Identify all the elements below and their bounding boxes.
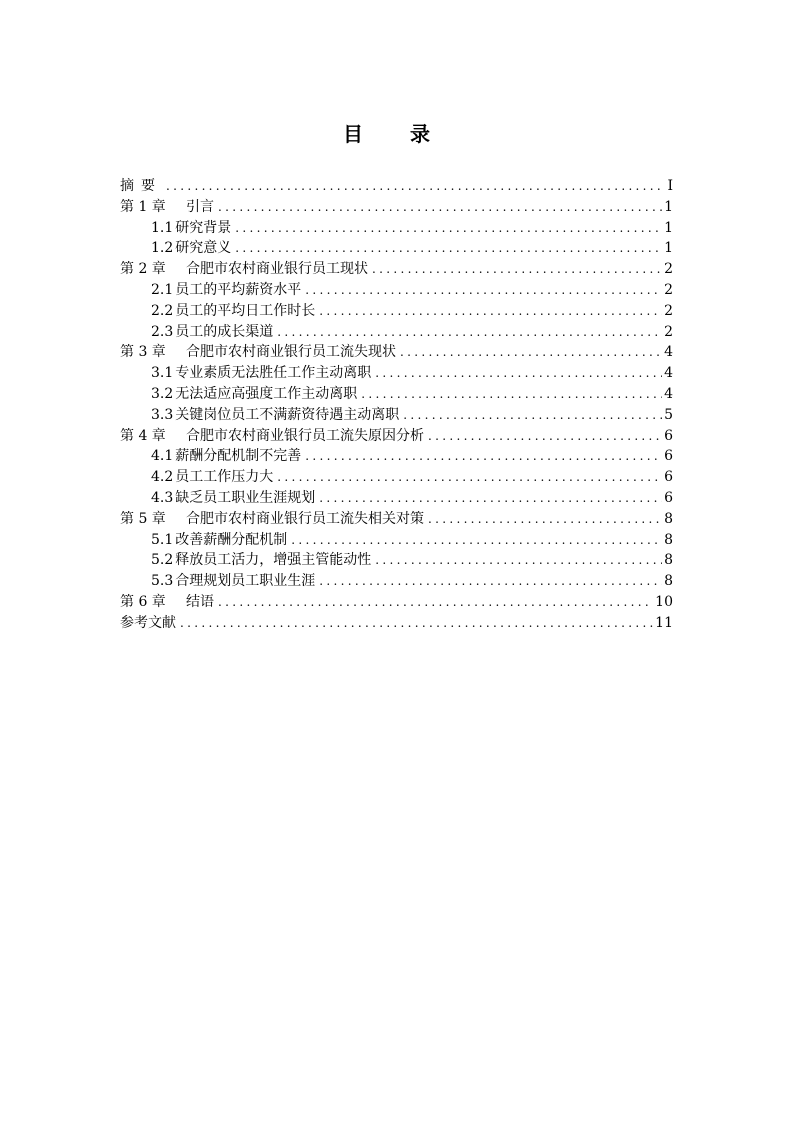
toc-entry-label: 参考文献 [120, 614, 176, 631]
toc-chapter-number: 第 5 章 [120, 510, 166, 527]
toc-page-number: 6 [664, 489, 673, 506]
toc-entry-label: 研究背景 [175, 219, 232, 236]
toc-entry-section-2-1[interactable] [120, 280, 673, 301]
toc-page-number: 1 [664, 198, 673, 215]
toc-page-number: I [667, 178, 673, 194]
toc-entry-label: 员工的平均薪资水平 [175, 281, 302, 298]
dot-leader [361, 384, 662, 405]
toc-entry-section-3-2[interactable] [120, 384, 673, 405]
toc-entry-section-1-1[interactable] [120, 218, 673, 239]
toc-entry-heading [120, 426, 424, 447]
toc-entry-label: 改善薪酬分配机制 [175, 531, 288, 548]
toc-page-number: 2 [664, 323, 673, 340]
dot-leader [319, 571, 662, 592]
toc-entry-label: 关键岗位员工不满薪资待遇主动离职 [175, 406, 400, 423]
toc-section-number: 5.1 [151, 531, 174, 548]
toc-entry-label: 专业素质无法胜任工作主动离职 [175, 365, 372, 382]
toc-section-number: 4.1 [151, 448, 174, 465]
toc-entry-heading [151, 446, 301, 467]
toc-entry-heading [151, 467, 273, 488]
toc-section-number: 3.1 [151, 365, 174, 382]
toc-section-number: 1.1 [151, 219, 174, 236]
toc-entry-heading [120, 509, 424, 530]
toc-entry-section-5-3[interactable] [120, 571, 673, 592]
toc-title: 目 录 [343, 122, 450, 146]
toc-entry-heading [151, 322, 273, 343]
toc-page-number: 6 [664, 427, 673, 444]
toc-section-number: 1.2 [151, 240, 174, 257]
toc-entry-label: 结语 [186, 593, 214, 610]
toc-chapter-number: 第 2 章 [120, 261, 166, 278]
toc-section-number: 4.2 [151, 469, 174, 486]
toc-entry-abstract[interactable] [120, 176, 673, 197]
toc-entry-section-4-1[interactable] [120, 446, 673, 467]
dot-leader [428, 509, 662, 530]
toc-chapter-number: 第 4 章 [120, 427, 166, 444]
toc-entry-heading [151, 384, 357, 405]
dot-leader [305, 446, 662, 467]
toc-entry-label: 研究意义 [175, 240, 232, 257]
toc-entry-heading [151, 301, 315, 322]
dot-leader [400, 342, 662, 363]
toc-entry-chapter-6[interactable] [120, 592, 673, 613]
toc-entry-heading [151, 280, 301, 301]
toc-entry-label: 合肥市农村商业银行员工流失相关对策 [186, 510, 424, 527]
toc-entry-heading [151, 363, 371, 384]
toc-section-number: 2.2 [151, 302, 174, 319]
toc-page-number: 2 [664, 302, 673, 319]
dot-leader [180, 613, 653, 634]
toc-page-number: 4 [664, 385, 673, 402]
dot-leader [218, 197, 662, 218]
toc-entry-section-1-2[interactable] [120, 238, 673, 259]
toc-entry-section-5-1[interactable] [120, 530, 673, 551]
toc-entry-references[interactable] [120, 613, 673, 634]
toc-page-number: 4 [664, 344, 673, 361]
dot-leader [291, 530, 662, 551]
toc-chapter-number: 第 1 章 [120, 198, 166, 215]
toc-entry-section-4-2[interactable] [120, 467, 673, 488]
toc-section-number: 2.1 [151, 281, 174, 298]
toc-entry-label: 员工的成长渠道 [175, 323, 274, 340]
toc-page-number: 10 [655, 593, 673, 610]
toc-entry-section-2-2[interactable] [120, 301, 673, 322]
toc-entry-label: 员工的平均日工作时长 [175, 302, 316, 319]
toc-entry-label: 释放员工活力，增强主管能动性 [175, 552, 372, 569]
toc-section-number: 5.3 [151, 573, 174, 590]
toc-entry-heading [151, 550, 371, 571]
dot-leader [372, 259, 662, 280]
toc-page-number: 2 [664, 261, 673, 278]
dot-leader [166, 176, 665, 197]
dot-leader [428, 426, 662, 447]
dot-leader [277, 322, 662, 343]
toc-entry-label: 缺乏员工职业生涯规划 [175, 489, 316, 506]
toc-entry-label: 合肥市农村商业银行员工流失原因分析 [186, 427, 424, 444]
toc-entry-label: 合肥市农村商业银行员工流失现状 [186, 344, 396, 361]
toc-entry-heading [120, 259, 368, 280]
dot-leader [235, 238, 662, 259]
toc-chapter-number: 第 3 章 [120, 344, 166, 361]
toc-entry-chapter-4[interactable] [120, 426, 673, 447]
dot-leader [375, 363, 662, 384]
toc-entry-label: 合肥市农村商业银行员工现状 [186, 261, 368, 278]
dot-leader [235, 218, 662, 239]
toc-entry-heading [120, 197, 214, 218]
toc-list [120, 176, 673, 634]
toc-page-number: 5 [664, 406, 673, 423]
toc-entry-heading [120, 342, 396, 363]
toc-entry-label: 摘要 [120, 178, 162, 194]
toc-page-number: 6 [664, 469, 673, 486]
dot-leader [375, 550, 662, 571]
dot-leader [403, 405, 662, 426]
toc-page-number: 11 [655, 614, 673, 631]
toc-entry-chapter-1[interactable] [120, 197, 673, 218]
toc-entry-heading [151, 238, 231, 259]
toc-entry-section-3-1[interactable] [120, 363, 673, 384]
toc-section-number: 5.2 [151, 552, 174, 569]
dot-leader [319, 301, 662, 322]
toc-page-number: 1 [664, 240, 673, 257]
toc-entry-label: 合理规划员工职业生涯 [175, 573, 316, 590]
toc-section-number: 2.3 [151, 323, 174, 340]
toc-entry-heading [151, 571, 315, 592]
toc-section-number: 3.2 [151, 385, 174, 402]
toc-entry-label: 薪酬分配机制不完善 [175, 448, 302, 465]
toc-section-number: 3.3 [151, 406, 174, 423]
toc-entry-label: 员工工作压力大 [175, 469, 274, 486]
dot-leader [305, 280, 662, 301]
toc-entry-chapter-2[interactable] [120, 259, 673, 280]
toc-entry-section-2-3[interactable] [120, 322, 673, 343]
toc-entry-heading [151, 530, 287, 551]
toc-page-number: 8 [664, 531, 673, 548]
toc-chapter-number: 第 6 章 [120, 593, 166, 610]
toc-page-number: 4 [664, 365, 673, 382]
dot-leader [218, 592, 653, 613]
toc-entry-section-5-2[interactable] [120, 550, 673, 571]
dot-leader [319, 488, 662, 509]
toc-entry-chapter-3[interactable] [120, 342, 673, 363]
toc-entry-label: 无法适应高强度工作主动离职 [175, 385, 358, 402]
toc-entry-heading [151, 405, 399, 426]
dot-leader [277, 467, 662, 488]
toc-page-number: 8 [664, 573, 673, 590]
toc-entry-heading [151, 488, 315, 509]
toc-section-number: 4.3 [151, 489, 174, 506]
toc-page-number: 1 [664, 219, 673, 236]
toc-page-number: 6 [664, 448, 673, 465]
toc-page-number: 8 [664, 510, 673, 527]
toc-entry-heading [151, 218, 231, 239]
toc-entry-section-4-3[interactable] [120, 488, 673, 509]
toc-entry-section-3-3[interactable] [120, 405, 673, 426]
toc-page-number: 8 [664, 552, 673, 569]
toc-page-number: 2 [664, 281, 673, 298]
toc-entry-chapter-5[interactable] [120, 509, 673, 530]
toc-entry-heading [120, 592, 214, 613]
toc-entry-label: 引言 [186, 198, 214, 215]
